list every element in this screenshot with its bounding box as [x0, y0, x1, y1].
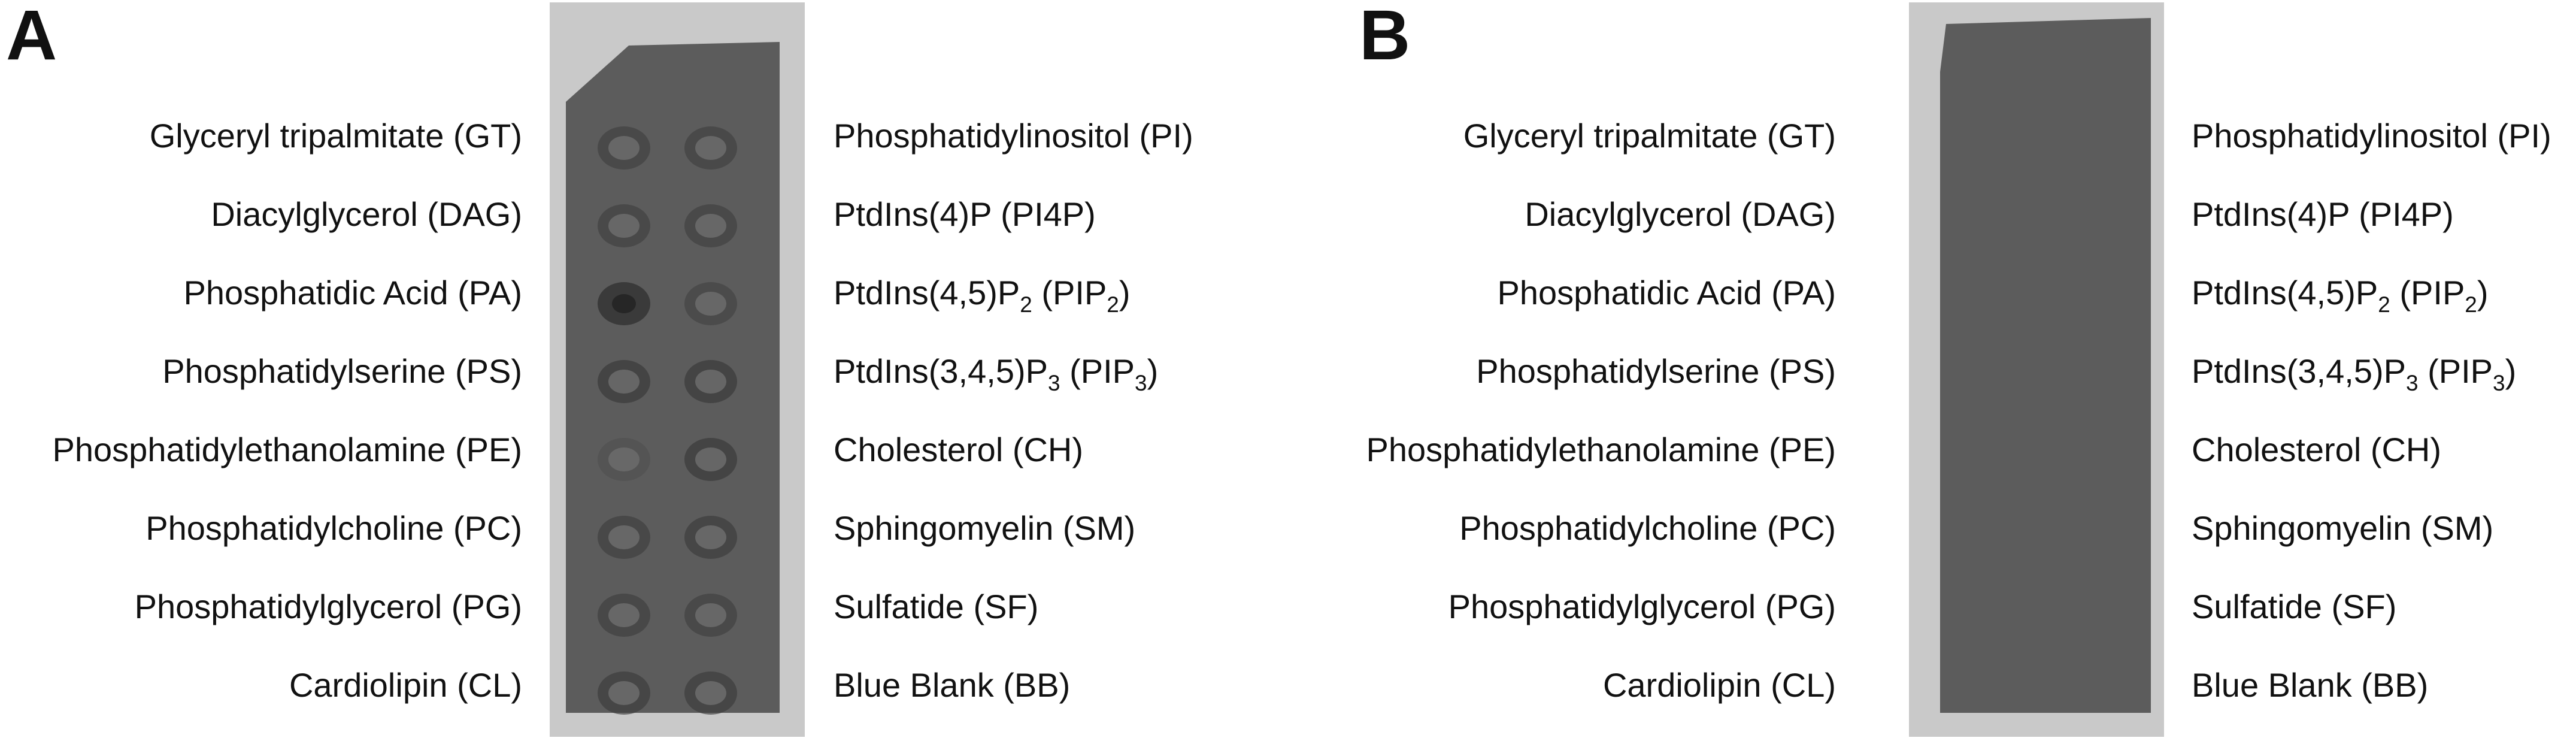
- lipid-label-right: [2192, 117, 2551, 155]
- label-text: PtdIns(4)P (PI4P): [2192, 195, 2454, 233]
- label-text: ): [2477, 274, 2489, 311]
- lipid-label-right: [2192, 431, 2441, 469]
- panel-b: [1359, 0, 2576, 738]
- label-text: PtdIns(4,5)P: [834, 274, 1020, 311]
- lipid-label-left: Phosphatidic Acid (PA): [1497, 274, 1836, 311]
- label-text: Sphingomyelin (SM): [834, 509, 1136, 547]
- lipid-label-right: [834, 195, 1096, 234]
- lipid-label-right: [834, 509, 1135, 548]
- lipid-label-left: Phosphatidylglycerol (PG): [134, 588, 522, 625]
- label-subscript: 2: [2378, 292, 2390, 317]
- lipid-label-right: [834, 352, 1159, 395]
- lipid-spot-center: [608, 603, 640, 627]
- lipid-label-right: [834, 588, 1038, 626]
- lipid-spot-center: [608, 214, 640, 238]
- label-text: Phosphatidylinositol (PI): [834, 117, 1193, 155]
- lipid-spot-center: [608, 681, 640, 705]
- lipid-label-right: [2192, 666, 2428, 704]
- label-text: Blue Blank (BB): [834, 666, 1071, 704]
- lipid-label-right: [2192, 195, 2454, 234]
- lipid-label-right: [2192, 588, 2396, 626]
- label-text: (PIP: [2390, 274, 2465, 311]
- lipid-label-left: Phosphatidic Acid (PA): [183, 274, 522, 311]
- lipid-label-left: Phosphatidylserine (PS): [162, 352, 522, 390]
- lipid-spot-center: [608, 370, 640, 394]
- lipid-label-left: Phosphatidylserine (PS): [1476, 352, 1836, 390]
- label-text: (PIP: [1032, 274, 1107, 311]
- lipid-spot-center: [695, 292, 726, 316]
- label-subscript: 3: [2493, 370, 2505, 395]
- label-text: Phosphatidylinositol (PI): [2192, 117, 2551, 155]
- label-text: PtdIns(4,5)P: [2192, 274, 2378, 311]
- lipid-spot-center: [695, 525, 726, 549]
- lipid-spot-center: [608, 136, 640, 160]
- lipid-spot-center: [695, 136, 726, 160]
- lipid-label-right: [834, 117, 1193, 155]
- label-text: (PIP: [1060, 352, 1135, 390]
- lipid-label-left: Diacylglycerol (DAG): [1525, 195, 1836, 233]
- lipid-label-left: Diacylglycerol (DAG): [211, 195, 522, 233]
- label-text: ): [1147, 352, 1159, 390]
- panel-letter: B: [1359, 0, 1411, 75]
- lipid-label-right: [834, 666, 1070, 704]
- lipid-label-left: Phosphatidylethanolamine (PE): [52, 431, 522, 468]
- label-text: Sulfatide (SF): [2192, 588, 2397, 625]
- label-text: (PIP: [2418, 352, 2493, 390]
- label-text: PtdIns(3,4,5)P: [834, 352, 1048, 390]
- lipid-label-left: Cardiolipin (CL): [1602, 666, 1836, 704]
- lipid-spot-center: [612, 294, 636, 313]
- lipid-label-left: Phosphatidylethanolamine (PE): [1366, 431, 1836, 468]
- lipid-label-right: [2192, 509, 2493, 548]
- label-subscript: 3: [1135, 370, 1147, 395]
- lipid-spot-center: [695, 214, 726, 238]
- label-subscript: 3: [2405, 370, 2419, 395]
- label-subscript: 2: [1107, 292, 1119, 317]
- label-text: PtdIns(4)P (PI4P): [834, 195, 1096, 233]
- lipid-spot-center: [695, 447, 726, 471]
- label-text: Sphingomyelin (SM): [2192, 509, 2494, 547]
- membrane-surface: [1940, 18, 2151, 713]
- label-text: ): [2505, 352, 2517, 390]
- label-subscript: 3: [1047, 370, 1060, 395]
- lipid-label-right: [2192, 352, 2517, 395]
- lipid-label-right: [834, 431, 1083, 469]
- lipid-label-left: Glyceryl tripalmitate (GT): [1463, 117, 1836, 155]
- lipid-label-right: [834, 274, 1131, 317]
- label-text: PtdIns(3,4,5)P: [2192, 352, 2406, 390]
- lipid-spot-center: [695, 603, 726, 627]
- lipid-label-left: Phosphatidylglycerol (PG): [1448, 588, 1836, 625]
- panel-letter: A: [6, 0, 57, 75]
- label-subscript: 2: [1020, 292, 1032, 317]
- lipid-label-left: Cardiolipin (CL): [289, 666, 522, 704]
- label-text: Sulfatide (SF): [834, 588, 1039, 625]
- lipid-spot-center: [695, 370, 726, 394]
- label-text: ): [1119, 274, 1131, 311]
- lipid-label-left: Phosphatidylcholine (PC): [146, 509, 522, 547]
- label-text: Cholesterol (CH): [834, 431, 1083, 468]
- label-subscript: 2: [2465, 292, 2477, 317]
- lipid-spot-center: [608, 525, 640, 549]
- lipid-spot-center: [695, 681, 726, 705]
- lipid-spot-center: [608, 447, 640, 471]
- lipid-label-left: Glyceryl tripalmitate (GT): [149, 117, 522, 155]
- label-text: Blue Blank (BB): [2192, 666, 2429, 704]
- lipid-label-right: [2192, 274, 2489, 317]
- label-text: Cholesterol (CH): [2192, 431, 2441, 468]
- lipid-label-left: Phosphatidylcholine (PC): [1459, 509, 1836, 547]
